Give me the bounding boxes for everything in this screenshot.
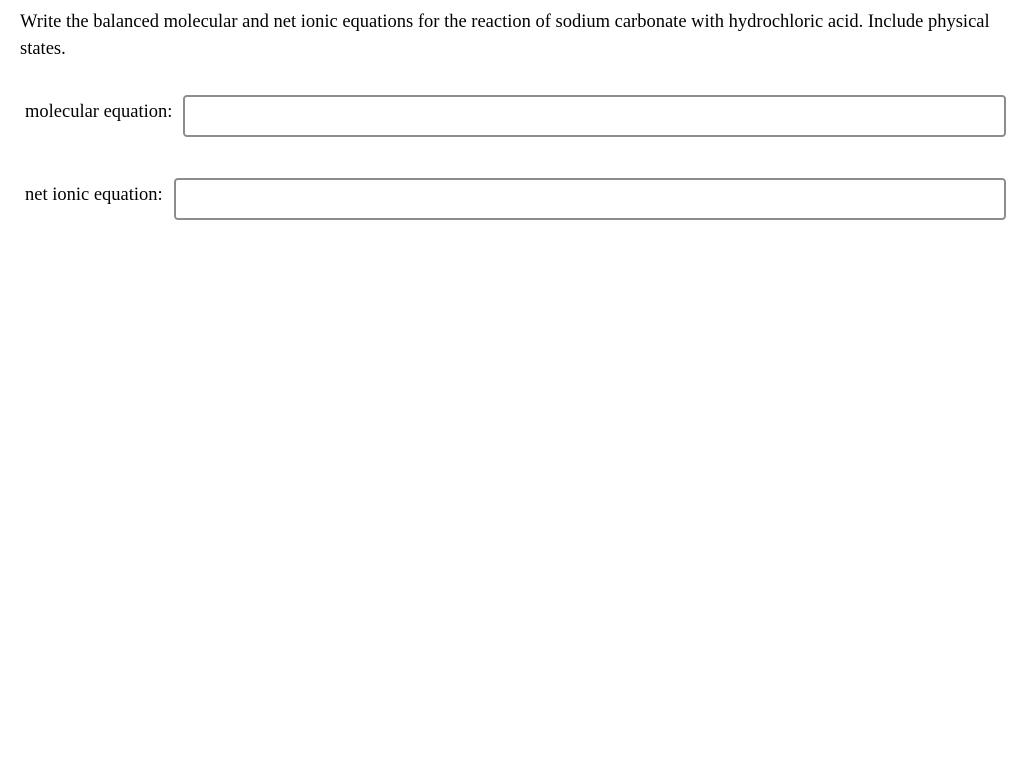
net-ionic-equation-input[interactable] xyxy=(174,178,1006,220)
question-prompt: Write the balanced molecular and net ionic equations for the reaction of sodium carbonate with hydrochloric acid. Include physical states. xyxy=(20,12,990,59)
net-ionic-equation-row xyxy=(25,178,1006,220)
net-ionic-equation-label: net ionic equation: xyxy=(25,185,163,205)
molecular-equation-label: molecular equation: xyxy=(25,102,173,122)
molecular-equation-row xyxy=(25,95,1006,137)
molecular-equation-input[interactable] xyxy=(183,95,1006,137)
